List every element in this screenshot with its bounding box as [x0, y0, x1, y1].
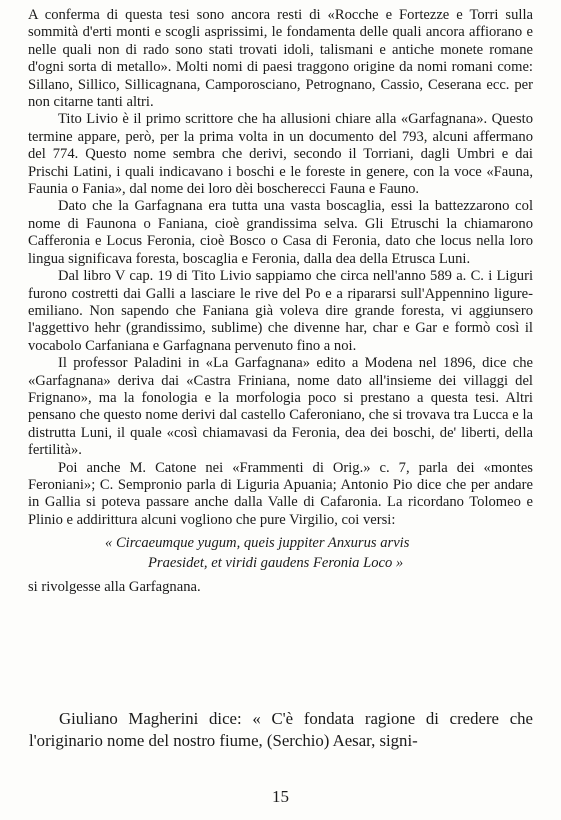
body-text [28, 7, 533, 597]
paragraph-3: Dato che la Garfagnana era tutta una vasta boscaglia, essi la battezzarono col nome di Faunona o Faniana, cioè grandissima selva. Gli Etruschi la chiamarono Cafferonia e Locus Feronia, cioè Bosco o Casa di Feronia, dato che locus nella loro lingua significava foresta, boscaglia e Feronia, dalla dea della Etrusca Luni. [28, 198, 533, 267]
paragraph-6: Poi anche M. Catone nei «Frammenti di Orig.» c. 7, parla dei «montes Feroniani»; C. Sempronio parla di Liguria Apuania; Antonio Pio dice che per andare in Gallia si poteva passare anche dalla Valle di Cafaronia. La ricordano Tolomeo e Plinio e addirittura alcuni vogliono che pure Virgilio, coi versi: [28, 459, 533, 528]
paragraph-1: A conferma di questa tesi sono ancora resti di «Rocche e Fortezze e Torri sulla sommità d'erti monti e scogli asprissimi, le fondamenta delle quali ancora affiorano e nelle quali non di rado sono stati trovati idoli, talismani e antiche monete romane d'ogni sorta di metallo». Molti nomi di paesi traggono origine da nomi romani come: Sillano, Sillico, Sillicagnana, Camporosciano, Petrognano, Cassio, Ceserana ecc. per non citarne tanti altri. [28, 7, 533, 111]
paragraph-2: Tito Livio è il primo scrittore che ha allusioni chiare alla «Garfagnana». Questo termine appare, però, per la prima volta in un documento del 793, alcuni affermano del 774. Questo nome sembra che derivi, secondo il Torriani, dagli Umbri e dai Prischi Latini, i quali indicavano i boschi e le foreste in genere, con la voce «Fauna, Faunia o Fania», dal nome dei loro dèi boscherecci Fauna e Fauno. [28, 111, 533, 198]
paragraph-5: Il professor Paladini in «La Garfagnana» edito a Modena nel 1896, dice che «Garfagnana» deriva dai «Castra Friniana, nome dato all'insieme dei villaggi del Frignano», ma la fonologia e la morfologia poco si prestano a questa tesi. Altri pensano che questo nome derivi dal castello Caferoniano, che si trovava tra Lucca e la distrutta Luni, il quale «così chiamavasi da Feronia, dea dei boschi, de' liberti, della fertilità». [28, 355, 533, 459]
page-number: 15 [272, 787, 289, 806]
latin-verse [28, 533, 533, 573]
verse-line-2: Praesidet, et viridi gaudens Feronia Loco » [148, 555, 404, 572]
verse-line-1: « Circaeumque yugum, queis juppiter Anxurus arvis [105, 535, 410, 552]
paragraph-4: Dal libro V cap. 19 di Tito Livio sappiamo che circa nell'anno 589 a. C. i Liguri furono costretti dai Galli a lasciare le rive del Po e a ripararsi sull'Appennino ligure-emiliano. Non sapendo che Faniana già voleva dire grande foresta, vi aggiunsero l'aggettivo hehr (grandissimo, sublime) che divenne har, char e Gar e formò così il vocabolo Carfaniana e Garfagnana pervenuto fino a noi. [28, 268, 533, 354]
large-paragraph: Giuliano Magherini dice: « C'è fondata ragione di credere che l'originario nome del nostro fiume, (Serchio) Aesar, signi- [29, 709, 533, 750]
paragraph-after-verse: si rivolgesse alla Garfagnana. [28, 579, 201, 596]
